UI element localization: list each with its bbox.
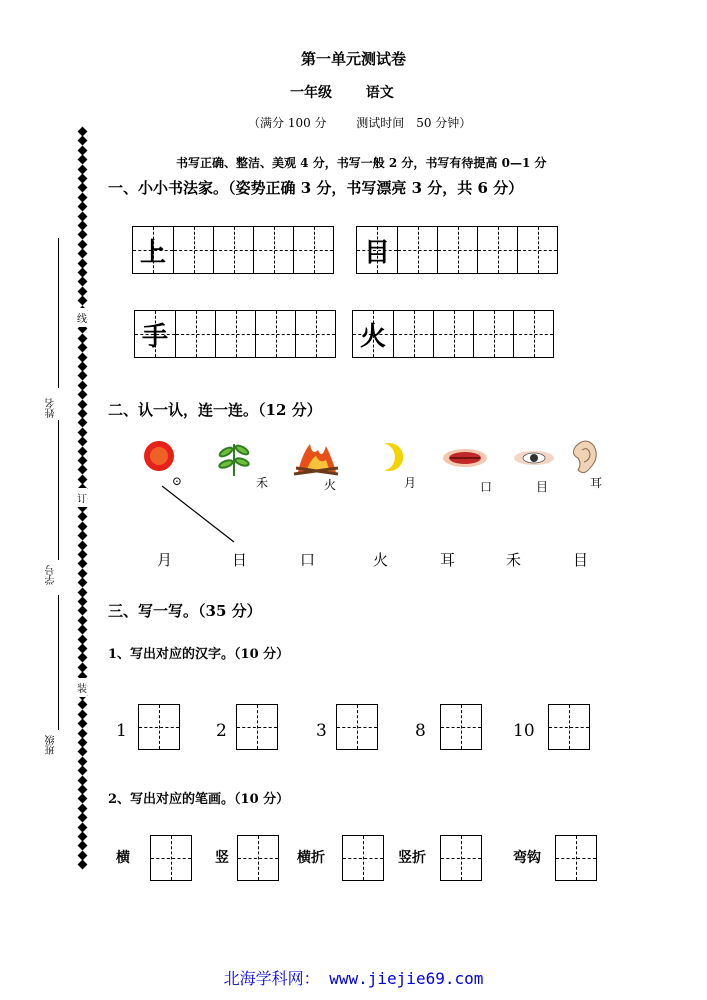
binding-diamond — [78, 277, 88, 287]
grade: 一年级 — [290, 85, 332, 101]
match-char-6[interactable]: 禾 — [506, 551, 522, 569]
binding-diamond — [78, 249, 88, 259]
binding-diamond — [78, 841, 88, 851]
binding-diamond — [78, 399, 88, 409]
binding-diamond — [78, 775, 88, 785]
binding-diamond — [78, 465, 88, 475]
binding-diamond — [78, 136, 88, 146]
page-title: 第一单元测试卷 — [300, 50, 406, 68]
binding-diamond — [78, 747, 88, 757]
answer-box-3[interactable] — [336, 704, 378, 750]
binding-diamond — [78, 540, 88, 550]
binding-diamond — [78, 719, 88, 729]
grade-subject — [290, 82, 394, 102]
class-fill-line — [58, 595, 59, 730]
binding-mark-zhuang: 装 — [77, 678, 87, 697]
binding-diamond — [78, 860, 88, 870]
binding-mark-ding: 订 — [77, 488, 87, 507]
binding-diamond — [78, 531, 88, 541]
binding-diamond — [78, 202, 88, 212]
binding-mark-line: 线 — [77, 308, 87, 327]
binding-diamond — [78, 258, 88, 268]
full-score: （满分 100 分 — [248, 116, 327, 130]
model-char: 目 — [363, 237, 390, 268]
id-fill-line — [58, 420, 59, 560]
binding-diamond — [78, 822, 88, 832]
binding-diamond — [78, 164, 88, 174]
binding-diamond — [78, 418, 88, 428]
binding-diamond — [78, 155, 88, 165]
answer-box-5[interactable] — [548, 704, 590, 750]
binding-diamond — [78, 587, 88, 597]
number-label-4: 8 — [415, 721, 426, 741]
stroke-label-4: 竖折 — [398, 850, 426, 866]
binding-diamond — [78, 606, 88, 616]
binding-diamond — [78, 343, 88, 353]
number-label-3: 3 — [316, 721, 327, 741]
match-char-5[interactable]: 耳 — [440, 551, 456, 569]
model-char: 手 — [141, 321, 168, 352]
ancient-glyph-7: 耳 — [590, 476, 603, 490]
name-fill-line — [58, 238, 59, 388]
sprout-picture — [218, 444, 249, 476]
section1-heading: 一、小小书法家。（姿势正确 3 分，书写漂亮 3 分，共 6 分） — [108, 179, 524, 197]
section3-heading: 三、写一写。（35 分） — [108, 602, 262, 620]
fire-picture — [294, 444, 338, 474]
matching-pictures — [130, 436, 610, 576]
ancient-glyph-6: 目 — [536, 480, 549, 494]
binding-diamond — [78, 371, 88, 381]
model-char: 上 — [139, 237, 166, 268]
footer-watermark[interactable]: 北海学科网： www.jiejie69.com — [223, 969, 484, 988]
answer-box-4[interactable] — [440, 704, 482, 750]
section3-part2-heading: 2、写出对应的笔画。（10 分） — [108, 792, 290, 807]
binding-diamond — [78, 183, 88, 193]
binding-diamond — [78, 437, 88, 447]
binding-diamond — [78, 625, 88, 635]
ancient-glyph-5: 口 — [480, 480, 493, 494]
stroke-label-2: 竖 — [215, 850, 229, 866]
ancient-glyph-2: 禾 — [256, 476, 269, 490]
score-time-info — [248, 114, 471, 131]
stroke-label-5: 弯钩 — [513, 850, 541, 866]
binding-diamond — [78, 230, 88, 240]
section3-part1-heading: 1、写出对应的汉字。（10 分） — [108, 647, 290, 662]
binding-diamond — [78, 766, 88, 776]
class-label: 班级 — [46, 735, 57, 755]
binding-diamond — [78, 794, 88, 804]
match-char-1[interactable]: 月 — [157, 551, 173, 569]
ear-picture — [573, 441, 596, 473]
writing-grid-2[interactable] — [356, 226, 558, 274]
match-char-7[interactable]: 目 — [573, 551, 589, 569]
model-char: 火 — [359, 321, 386, 352]
stroke-box-3[interactable] — [342, 835, 384, 881]
match-char-3[interactable]: 口 — [300, 551, 316, 569]
binding-diamond — [78, 700, 88, 710]
writing-grid-1[interactable] — [132, 226, 334, 274]
binding-diamond — [78, 813, 88, 823]
binding-diamond — [78, 446, 88, 456]
binding-diamond — [78, 653, 88, 663]
stroke-box-4[interactable] — [440, 835, 482, 881]
subject: 语文 — [365, 85, 394, 101]
eye-picture — [514, 451, 554, 465]
binding-diamond — [78, 211, 88, 221]
mouth-picture — [443, 449, 487, 467]
id-label: 学号 — [46, 565, 57, 585]
writing-grid-4[interactable] — [352, 310, 554, 358]
handwriting-note: 书写正确、整洁、美观 4 分，书写一般 2 分，书写有待提高 0—1 分 — [176, 156, 547, 170]
binding-diamond — [78, 352, 88, 362]
binding-diamond — [78, 296, 88, 306]
match-char-4[interactable]: 火 — [373, 551, 389, 569]
binding-diamond — [78, 578, 88, 588]
binding-diamond — [78, 512, 88, 522]
writing-grid-3[interactable] — [134, 310, 336, 358]
number-label-5: 10 — [513, 721, 535, 741]
binding-diamond — [78, 634, 88, 644]
test-time: 测试时间 50 分钟） — [356, 116, 472, 130]
ancient-glyph-1: ⊙ — [172, 474, 183, 488]
name-label: 姓名 — [46, 398, 57, 418]
section2-heading: 二、认一认，连一连。（12 分） — [108, 401, 322, 419]
binding-diamond — [78, 728, 88, 738]
number-label-1: 1 — [116, 721, 127, 741]
number-label-2: 2 — [216, 721, 227, 741]
stroke-label-3: 横折 — [297, 850, 325, 866]
answer-box-1[interactable] — [138, 704, 180, 750]
moon-picture — [384, 443, 403, 471]
ancient-glyph-4: 月 — [404, 476, 417, 490]
sun-picture — [144, 441, 174, 471]
answer-box-2[interactable] — [236, 704, 278, 750]
stroke-box-1[interactable] — [150, 835, 192, 881]
stroke-box-2[interactable] — [237, 835, 279, 881]
match-char-2[interactable]: 日 — [232, 551, 248, 569]
ancient-glyph-3: 火 — [324, 478, 337, 492]
stroke-box-5[interactable] — [555, 835, 597, 881]
binding-diamond — [78, 390, 88, 400]
binding-diamond — [78, 559, 88, 569]
stroke-label-1: 横 — [116, 850, 130, 866]
example-match-line — [162, 486, 234, 542]
